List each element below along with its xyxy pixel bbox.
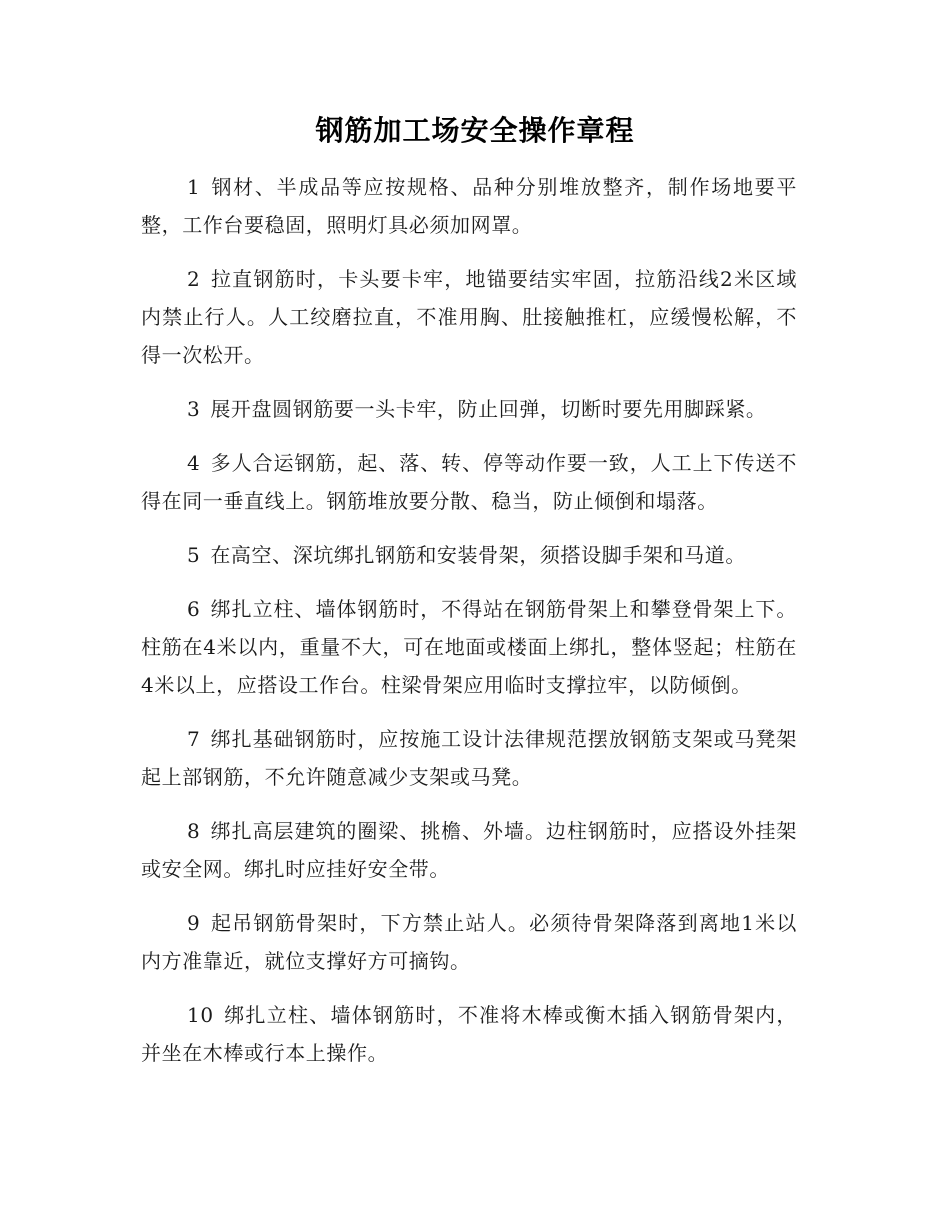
rule-paragraph-5 [141, 536, 797, 574]
rule-text: 绑扎高层建筑的圈梁、挑檐、外墙。边柱钢筋时，应搭设外挂架或安全网。绑扎时应挂好安全带。 [141, 819, 797, 881]
rule-number: 2 [187, 267, 201, 291]
rule-paragraph-10 [141, 996, 797, 1072]
document-title: 钢筋加工场安全操作章程 [315, 114, 635, 147]
rule-text: 在高空、深坑绑扎钢筋和安装骨架，须搭设脚手架和马道。 [210, 543, 746, 567]
rule-paragraph-2 [141, 260, 797, 374]
rule-number: 1 [187, 175, 201, 199]
rule-number: 4 [187, 451, 201, 475]
rule-number: 5 [187, 543, 201, 567]
rule-paragraph-4 [141, 444, 797, 520]
rule-number: 7 [187, 727, 201, 751]
rule-number: 6 [187, 597, 201, 621]
rule-text: 绑扎立柱、墙体钢筋时，不准将木棒或衡木插入钢筋骨架内，并坐在木棒或行本上操作。 [141, 1003, 797, 1065]
rule-paragraph-6 [141, 590, 797, 704]
rule-paragraph-3 [141, 390, 797, 428]
rule-text: 绑扎立柱、墙体钢筋时，不得站在钢筋骨架上和攀登骨架上下。柱筋在4米以内，重量不大，可在地面或楼面上绑扎，整体竖起；柱筋在4米以上，应搭设工作台。柱梁骨架应用临时支撑拉牢，以防倾倒。 [141, 597, 797, 697]
rule-number: 8 [187, 819, 201, 843]
rule-text: 起吊钢筋骨架时，下方禁止站人。必须待骨架降落到离地1米以内方准靠近，就位支撑好方可摘钩。 [141, 911, 797, 973]
rule-paragraph-7 [141, 720, 797, 796]
rule-paragraph-1 [141, 168, 797, 244]
rule-text: 多人合运钢筋，起、落、转、停等动作要一致，人工上下传送不得在同一垂直线上。钢筋堆放要分散、稳当，防止倾倒和塌落。 [141, 451, 797, 513]
rule-number: 3 [187, 397, 201, 421]
rule-text: 展开盘圆钢筋要一头卡牢，防止回弹，切断时要先用脚踩紧。 [210, 397, 767, 421]
rule-text: 钢材、半成品等应按规格、品种分别堆放整齐，制作场地要平整，工作台要稳固，照明灯具必须加网罩。 [141, 175, 797, 237]
rule-number: 10 [187, 1003, 214, 1027]
rule-text: 拉直钢筋时，卡头要卡牢，地锚要结实牢固，拉筋沿线2米区域内禁止行人。人工绞磨拉直，不准用胸、肚接触推杠，应缓慢松解，不得一次松开。 [141, 267, 797, 367]
rule-number: 9 [187, 911, 201, 935]
rule-paragraph-9 [141, 904, 797, 980]
document-body [141, 168, 797, 1088]
rule-text: 绑扎基础钢筋时，应按施工设计法律规范摆放钢筋支架或马凳架起上部钢筋，不允许随意减少支架或马凳。 [141, 727, 797, 789]
rule-paragraph-8 [141, 812, 797, 888]
